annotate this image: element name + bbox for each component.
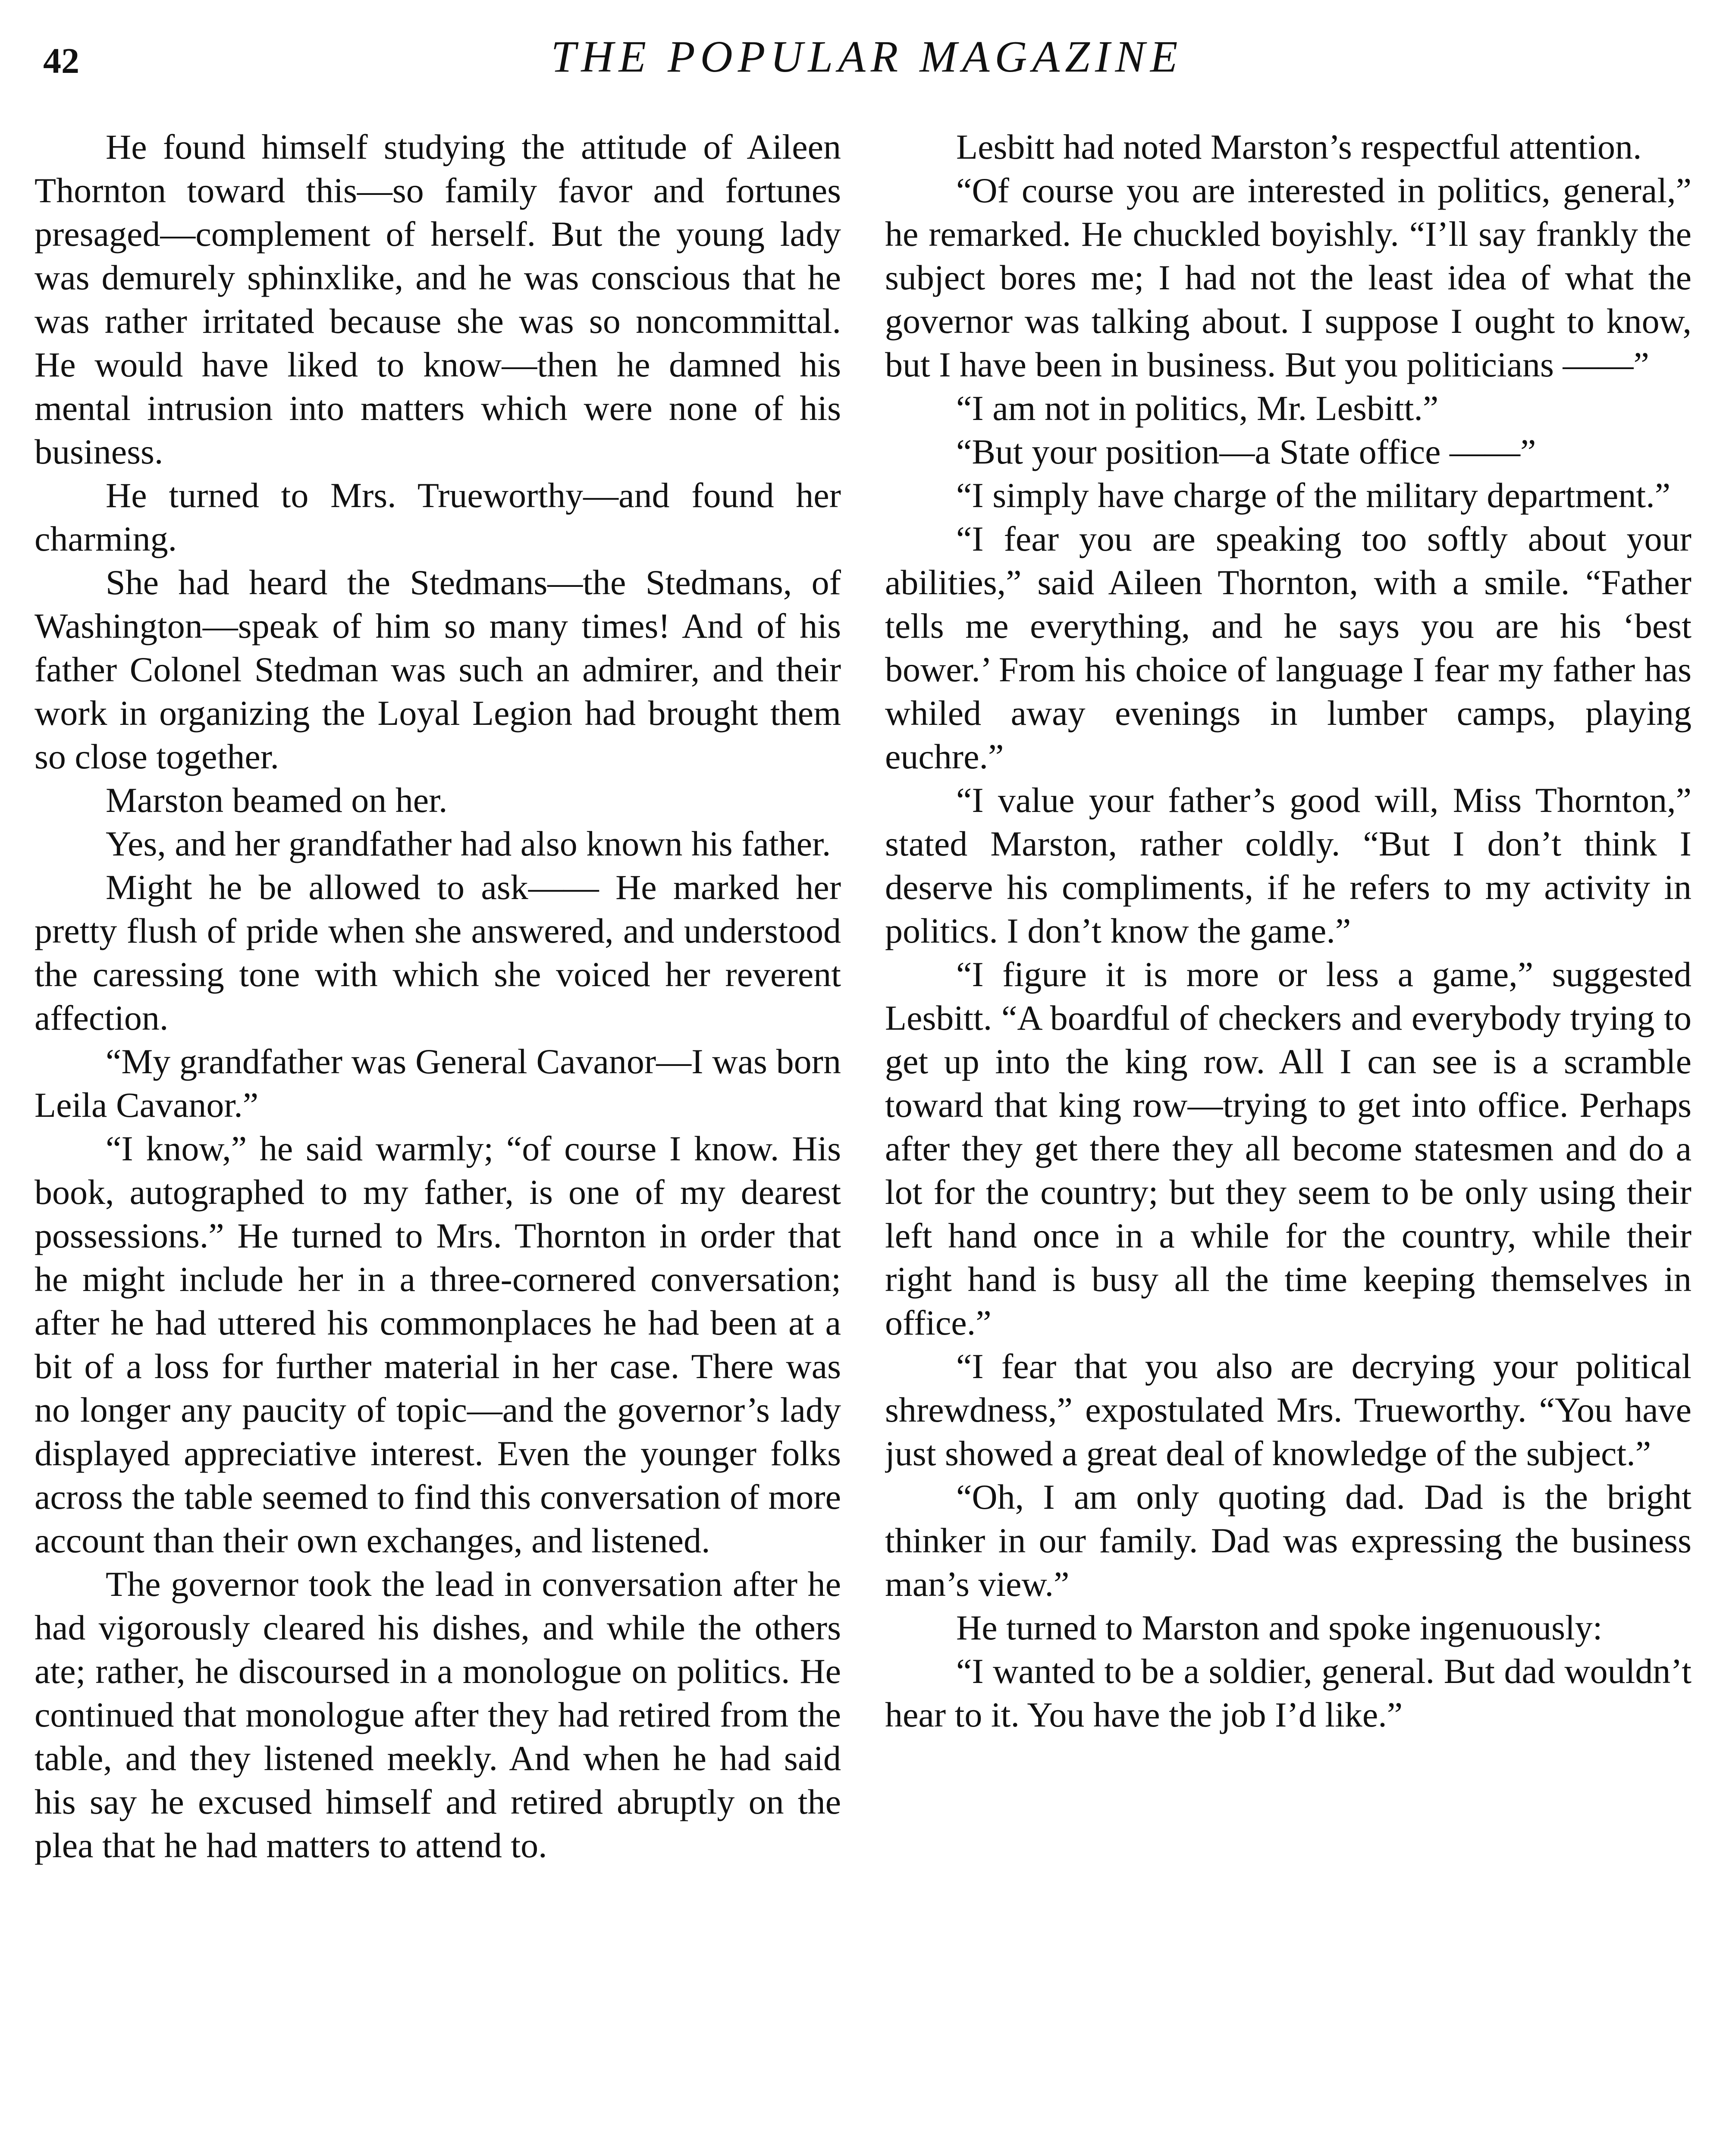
paragraph: Lesbitt had noted Marston’s respectful attention. xyxy=(956,127,1642,166)
paragraph: “I am not in politics, Mr. Lesbitt.” xyxy=(956,389,1439,428)
paragraph: The governor took the lead in conversation after he had vigorously cleared his dishes, and while the others ate; rather, he discoursed in a monologue on politics. He continued that monologue after they had retired from the table, and they listened meekly. And when he had said his say he excused himself and retired abruptly on the plea that he had matters to attend to. xyxy=(35,1564,841,1865)
paragraph: “My grandfather was General Cavanor—I was born Leila Cavanor.” xyxy=(35,1042,841,1125)
paragraph: “But your position—a State office ——” xyxy=(956,432,1536,471)
paragraph: “I figure it is more or less a game,” suggested Lesbitt. “A boardful of checkers and everybody trying to get up into the king row. All I can see is a scramble toward that king row—trying to get into office. Perhaps after they get there they all become statesmen and do a lot for the country; but they seem to be only using their left hand once in a while for the country, while their right hand is busy all the time keeping themselves in office.” xyxy=(885,955,1691,1342)
paragraph: She had heard the Stedmans—the Stedmans, of Washington—speak of him so many times! And of his father Colonel Stedman was such an admirer, and their work in organizing the Loyal Legion had brought them so close together. xyxy=(35,563,841,776)
paragraph: “I know,” he said warmly; “of course I know. His book, autographed to my father, is one of my dearest possessions.” He turned to Mrs. Thornton in order that he might include her in a three-cornered conversation; after he had uttered his commonplaces he had been at a bit of a loss for further material in her case. There was no longer any paucity of topic—and the governor’s lady displayed appreciative interest. Even the younger folks across the table seemed to find this conversation of more account than their own exchanges, and listened. xyxy=(35,1129,841,1560)
left-column xyxy=(35,125,841,2156)
paragraph: “I simply have charge of the military department.” xyxy=(956,476,1671,515)
paragraph: “Oh, I am only quoting dad. Dad is the bright thinker in our family. Dad was expressing the business man’s view.” xyxy=(885,1477,1691,1604)
paragraph: He found himself studying the attitude of Aileen Thornton toward this—so family favor and fortunes presaged—complement of herself. But the young lady was demurely sphinxlike, and he was conscious that he was rather irritated because she was so noncommittal. He would have liked to know—then he damned his mental intrusion into matters which were none of his business. xyxy=(35,127,841,471)
paragraph: “I fear that you also are decrying your political shrewdness,” expostulated Mrs. Trueworthy. “You have just showed a great deal of knowledge of the subject.” xyxy=(885,1347,1691,1473)
paragraph: “I value your father’s good will, Miss Thornton,” stated Marston, rather coldly. “But I don’t think I deserve his compliments, if he refers to my activity in politics. I don’t know the game.” xyxy=(885,780,1691,950)
paragraph: “Of course you are interested in politics, general,” he remarked. He chuckled boyishly. “I’ll say frankly the subject bores me; I had not the least idea of what the governor was talking about. I suppose I ought to know, but I have been in business. But you politicians ——” xyxy=(885,171,1691,384)
paragraph: Yes, and her grandfather had also known his father. xyxy=(106,824,831,863)
paragraph: He turned to Marston and spoke ingenuously: xyxy=(956,1608,1603,1647)
page-number: 42 xyxy=(43,41,79,81)
paragraph: Marston beamed on her. xyxy=(106,780,448,820)
paragraph: He turned to Mrs. Trueworthy—and found her charming. xyxy=(35,476,841,558)
right-column xyxy=(885,125,1691,2156)
page-header xyxy=(43,30,1691,95)
paragraph: “I wanted to be a soldier, general. But dad wouldn’t hear to it. You have the job I’d like.” xyxy=(885,1651,1691,1734)
paragraph: Might he be allowed to ask—— He marked her pretty flush of pride when she answered, and understood the caressing tone with which she voiced her reverent affection. xyxy=(35,868,841,1037)
magazine-title: THE POPULAR MAGAZINE xyxy=(551,32,1183,81)
paragraph: “I fear you are speaking too softly about your abilities,” said Aileen Thornton, with a smile. “Father tells me everything, and he says you are his ‘best bower.’ From his choice of language I fear my father has whiled away evenings in lumber camps, playing euchre.” xyxy=(885,519,1691,776)
